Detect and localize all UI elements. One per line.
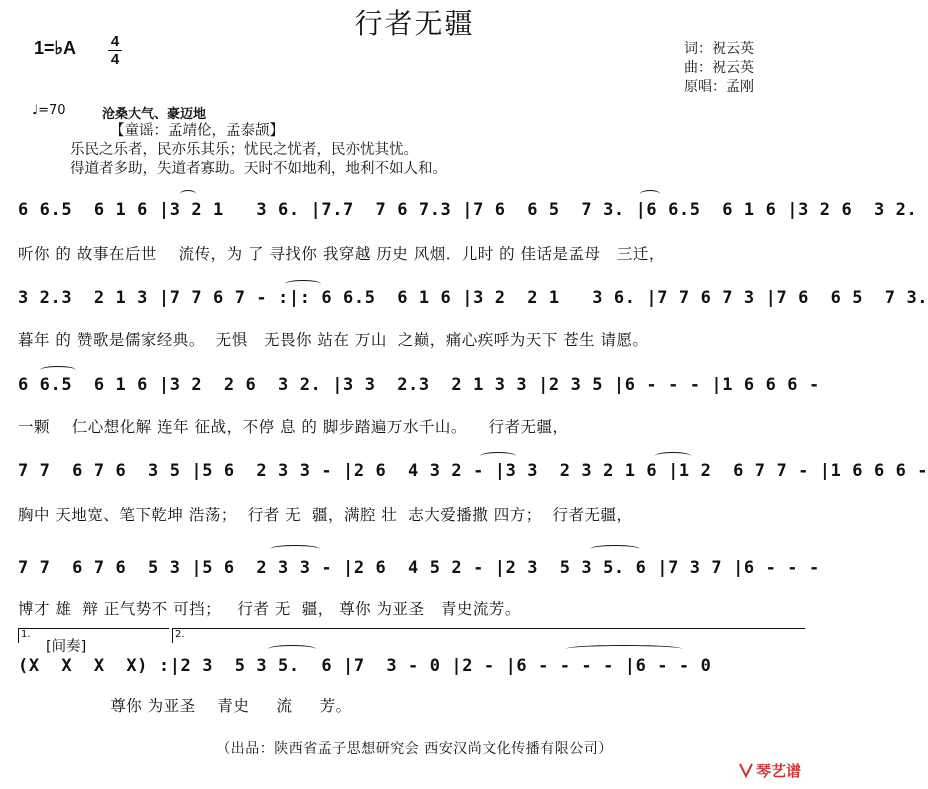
- interlude-label: [间奏]: [46, 639, 87, 655]
- rhyme-line: 得道者多助，失道者寡助。天时不如地利，地利不如人和。: [70, 161, 447, 177]
- meter-top: 4: [110, 33, 120, 50]
- watermark-logo: [738, 760, 801, 781]
- nursery-rhyme: [70, 122, 447, 179]
- credits: [684, 40, 754, 97]
- rhyme-heading: 【童谣：孟靖伦，孟泰颉】: [110, 123, 284, 139]
- lyric-row: 暮年 的 赞歌是儒家经典。 无惧 无畏你 站在 万山 之巅，痛心疾呼为天下 苍生 请愿。: [18, 331, 649, 349]
- notation-row: 6 6.5 6 1 6 |3 2 2 6 3 2. |3 3 2.3 2 1 3 3 |2 3 5 |6 - - - |1 6 6 6 -: [18, 375, 820, 395]
- notation-row: (X X X X) :|2 3 5 3 5. 6 |7 3 - 0 |2 - |6 - - - - |6 - - 0: [18, 656, 712, 676]
- notation-row: 7 7 6 7 6 5 3 |5 6 2 3 3 - |2 6 4 5 2 - |2 3 5 3 5. 6 |7 3 7 |6 - - -: [18, 558, 820, 578]
- tie-mark: [565, 645, 683, 653]
- first-ending-label: 1.: [21, 629, 31, 640]
- notation-row: 6 6.5 6 1 6 |3 2 1 3 6. |7.7 7 6 7.3 |7 6 6 5 7 3. |6 6.5 6 1 6 |3 2 6 3 2.: [18, 200, 918, 220]
- publisher-footer: （出品：陕西省孟子思想研究会 西安汉尚文化传播有限公司）: [216, 741, 613, 757]
- second-ending-label: 2.: [175, 629, 185, 640]
- composer-credit: 曲：祝云英: [684, 60, 754, 76]
- tie-mark: [480, 452, 516, 460]
- song-title: 行者无疆: [354, 7, 475, 40]
- singer-credit: 原唱：孟刚: [684, 79, 754, 95]
- lyric-row: 尊你 为亚圣 青史 流 芳。: [18, 697, 352, 715]
- lyric-row: 听你 的 故事在后世 流传，为 了 寻找你 我穿越 历史 风烟．儿时 的 佳话是孟母 三迁，: [18, 245, 665, 263]
- lyric-row: 博才 雄 辩 正气势不 可挡； 行者 无 疆， 尊你 为亚圣 青史流芳。: [18, 600, 521, 618]
- tie-mark: [590, 545, 640, 553]
- rhyme-line: 乐民之乐者，民亦乐其乐；忧民之忧者，民亦忧其忧。: [70, 142, 418, 158]
- lyric-row: 胸中 天地宽、笔下乾坤 浩荡； 行者 无 疆，满腔 壮 志大爱播撒 四方； 行者无疆，: [18, 506, 633, 524]
- key-signature: 1=♭A: [34, 38, 77, 58]
- tie-mark: [640, 190, 660, 198]
- lyricist-credit: 词：祝云英: [684, 41, 754, 57]
- notation-row: 7 7 6 7 6 3 5 |5 6 2 3 3 - |2 6 4 3 2 - |3 3 2 3 2 1 6 |1 2 6 7 7 - |1 6 6 6 -: [18, 461, 928, 481]
- watermark-text: 琴艺谱: [756, 762, 802, 780]
- second-ending-bracket: [172, 628, 805, 643]
- logo-icon: [738, 762, 754, 778]
- tie-mark: [180, 190, 196, 198]
- tie-mark: [285, 280, 321, 288]
- tie-mark: [268, 645, 316, 653]
- expression-marking: 沧桑大气、豪迈地: [102, 107, 207, 122]
- lyric-row: 一颗 仁心想化解 连年 征战，不停 息 的 脚步踏遍万水千山。 行者无疆，: [18, 418, 569, 436]
- notation-row: 3 2.3 2 1 3 |7 7 6 7 - :|: 6 6.5 6 1 6 |3 2 2 1 3 6. |7 7 6 7 3 |7 6 6 5 7 3.: [18, 288, 928, 308]
- time-signature: [108, 34, 122, 67]
- tie-mark: [40, 366, 76, 374]
- tie-mark: [270, 545, 320, 553]
- meter-bottom: 4: [110, 51, 120, 68]
- tempo-marking: ♩=70: [32, 103, 66, 118]
- first-ending-bracket: [18, 628, 169, 643]
- tie-mark: [655, 452, 691, 460]
